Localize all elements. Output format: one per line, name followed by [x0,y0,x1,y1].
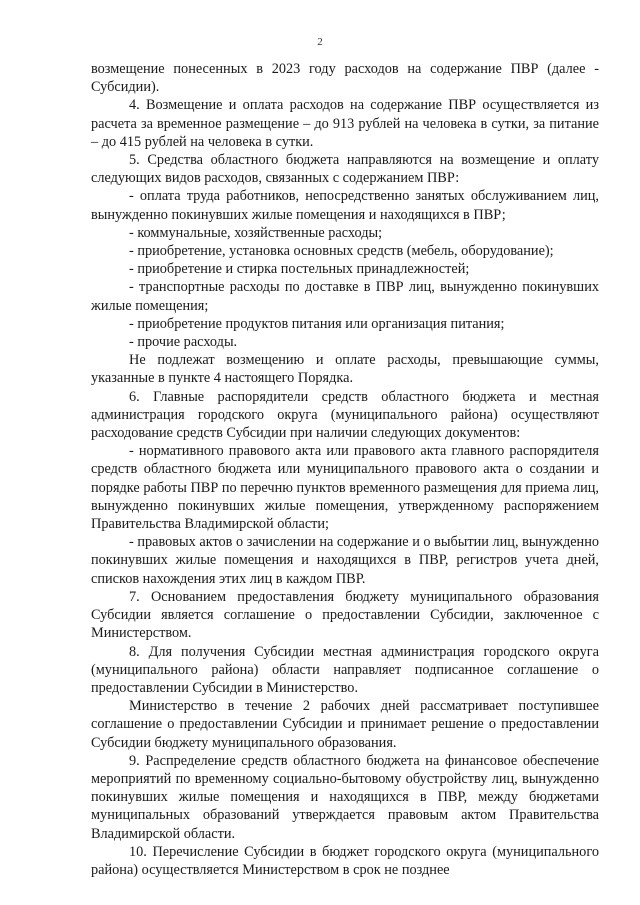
list-item: - транспортные расходы по доставке в ПВР лиц, вынужденно покинувших жилые помещения; [91,279,599,314]
paragraph-1: 4. Возмещение и оплата расходов на содержание ПВР осуществляется из расчета за временное размещение – до 913 рублей на человека в сутки, за питание – до 415 рублей на человека в сутки. [91,97,599,150]
paragraph-18: 10. Перечисление Субсидии в бюджет городского округа (муниципального района) осуществляется Министерством в срок не позднее [91,843,599,878]
page-number: 2 [317,36,323,48]
paragraph-11: 6. Главные распорядители средств областного бюджета и местная администрация городского округа (муниципального района) осуществляют расходование средств Субсидии при наличии следующих документов: [91,388,599,442]
list-item: - оплата труда работников, непосредственно занятых обслуживанием лиц, вынужденно покинувших жилые помещения и находящихся в ПВР; [91,188,599,223]
list-item: - правовых актов о зачислении на содержание и о выбытии лиц, вынужденно покинувших жилые помещения и находящихся в ПВР, регистров учета дней, списков нахождения этих лиц в каждом ПВР. [91,534,600,587]
paragraph-17: 9. Распределение средств областного бюджета на финансовое обеспечение мероприятий по временному социально-бытовому обустройству лиц, вынужденно покинувших жилые помещения и находящихся в ПВР, между бюджетами муниципальных образований утверждается правовым актом Правительства Владимирской области. [91,752,599,842]
paragraph-2: 5. Средства областного бюджета направляются на возмещение и оплату следующих видов расходов, связанных с содержанием ПВР: [91,152,599,187]
list-item: - прочие расходы. [129,334,238,351]
paragraph-14: 7. Основанием предоставления бюджету муниципального образования Субсидии является соглашение о предоставлении Субсидии, заключенное с Министерством. [91,588,599,642]
list-item: - приобретение, установка основных средств (мебель, оборудование); [129,243,554,260]
list-item: - приобретение и стирка постельных принадлежностей; [129,261,470,278]
list-item: - приобретение продуктов питания или организация питания; [129,315,505,332]
body-text [91,60,599,879]
paragraph-16: Министерство в течение 2 рабочих дней рассматривает поступившее соглашение о предоставлении Субсидии и принимает решение о предоставлении Субсидии бюджету муниципального образования. [91,698,599,751]
list-item: - нормативного правового акта или правового акта главного распорядителя средств областного бюджета или муниципального правового акта о создании и порядке работы ПВР по перечню пунктов временного размещения для приема лиц, вынужденно покинувших жилые помещения, утвержденному распоряжением Правительства Владимирской области; [91,443,599,533]
paragraph-0: возмещение понесенных в 2023 году расходов на содержание ПВР (далее - Субсидии). [91,61,599,96]
paragraph-10: Не подлежат возмещению и оплате расходы, превышающие суммы, указанные в пункте 4 настоящего Порядка. [91,352,599,387]
list-item: - коммунальные, хозяйственные расходы; [129,224,383,241]
paragraph-15: 8. Для получения Субсидии местная администрация городского округа (муниципального района) области направляет подписанное соглашение о предоставлении Субсидии в Министерство. [91,643,599,696]
